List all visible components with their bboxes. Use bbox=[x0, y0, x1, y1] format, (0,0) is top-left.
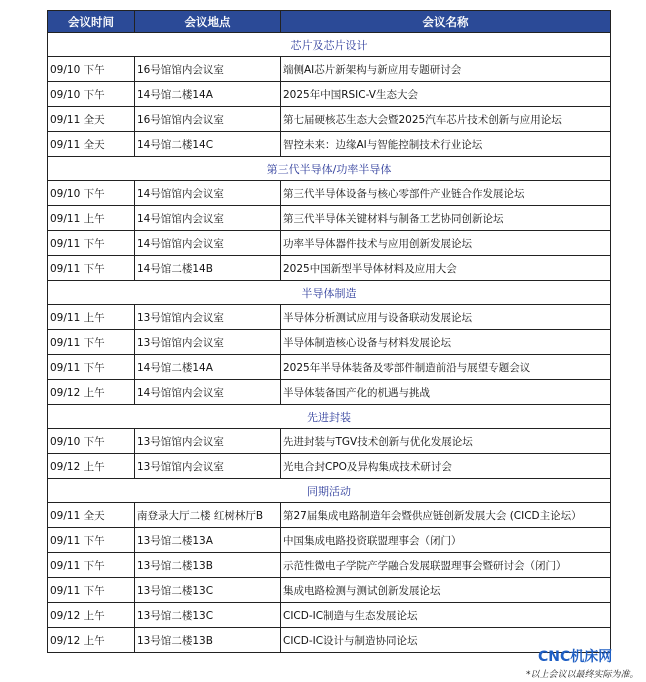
session-name: 2025中国新型半导体材料及应用大会 bbox=[281, 256, 611, 281]
session-name: 第七届硬核芯生态大会暨2025汽车芯片技术创新与应用论坛 bbox=[281, 107, 611, 132]
section-title: 半导体制造 bbox=[48, 281, 611, 305]
session-time: 09/11 下午 bbox=[48, 330, 135, 355]
header-row bbox=[48, 11, 611, 33]
session-name: 半导体分析测试应用与设备联动发展论坛 bbox=[281, 305, 611, 330]
session-time: 09/10 下午 bbox=[48, 181, 135, 206]
session-time: 09/11 下午 bbox=[48, 231, 135, 256]
table-row bbox=[48, 206, 611, 231]
table-row bbox=[48, 132, 611, 157]
table-row bbox=[48, 107, 611, 132]
session-location: 13号馆二楼13B bbox=[135, 553, 281, 578]
table-row bbox=[48, 528, 611, 553]
session-location: 14号馆馆内会议室 bbox=[135, 206, 281, 231]
session-location: 14号馆馆内会议室 bbox=[135, 181, 281, 206]
session-time: 09/11 全天 bbox=[48, 503, 135, 528]
session-name: 先进封装与TGV技术创新与优化发展论坛 bbox=[281, 429, 611, 454]
session-location: 14号馆二楼14B bbox=[135, 256, 281, 281]
header-name: 会议名称 bbox=[281, 11, 611, 33]
table-row bbox=[48, 305, 611, 330]
footer-note: *以上会议以最终实际为准。 bbox=[526, 670, 639, 680]
session-time: 09/11 全天 bbox=[48, 107, 135, 132]
table-row bbox=[48, 578, 611, 603]
session-time: 09/11 上午 bbox=[48, 206, 135, 231]
session-location: 16号馆馆内会议室 bbox=[135, 107, 281, 132]
table-row bbox=[48, 380, 611, 405]
session-location: 14号馆二楼14C bbox=[135, 132, 281, 157]
session-time: 09/12 上午 bbox=[48, 603, 135, 628]
section-title: 芯片及芯片设计 bbox=[48, 33, 611, 57]
table-row bbox=[48, 355, 611, 380]
session-time: 09/11 上午 bbox=[48, 305, 135, 330]
session-name: 半导体装备国产化的机遇与挑战 bbox=[281, 380, 611, 405]
session-name: 2025年中国RSIC-V生态大会 bbox=[281, 82, 611, 107]
session-name: CICD-IC制造与生态发展论坛 bbox=[281, 603, 611, 628]
session-location: 14号馆二楼14A bbox=[135, 82, 281, 107]
table-row bbox=[48, 628, 611, 653]
session-time: 09/11 下午 bbox=[48, 553, 135, 578]
session-time: 09/12 上午 bbox=[48, 454, 135, 479]
section-row bbox=[48, 281, 611, 305]
session-location: 13号馆二楼13C bbox=[135, 578, 281, 603]
session-name: 第三代半导体关键材料与制备工艺协同创新论坛 bbox=[281, 206, 611, 231]
session-location: 13号馆馆内会议室 bbox=[135, 429, 281, 454]
session-name: 光电合封CPO及异构集成技术研讨会 bbox=[281, 454, 611, 479]
session-location: 13号馆二楼13B bbox=[135, 628, 281, 653]
table-row bbox=[48, 454, 611, 479]
table-row bbox=[48, 603, 611, 628]
session-location: 13号馆馆内会议室 bbox=[135, 305, 281, 330]
session-time: 09/12 上午 bbox=[48, 628, 135, 653]
session-time: 09/11 全天 bbox=[48, 132, 135, 157]
section-title: 第三代半导体/功率半导体 bbox=[48, 157, 611, 181]
section-title: 同期活动 bbox=[48, 479, 611, 503]
table-row bbox=[48, 553, 611, 578]
section-row bbox=[48, 405, 611, 429]
session-name: 2025年半导体装备及零部件制造前沿与展望专题会议 bbox=[281, 355, 611, 380]
table-row bbox=[48, 82, 611, 107]
section-row bbox=[48, 479, 611, 503]
session-name: 智控未来：边缘AI与智能控制技术行业论坛 bbox=[281, 132, 611, 157]
conference-schedule-table bbox=[47, 10, 611, 653]
session-time: 09/10 下午 bbox=[48, 57, 135, 82]
session-name: 半导体制造核心设备与材料发展论坛 bbox=[281, 330, 611, 355]
header-location: 会议地点 bbox=[135, 11, 281, 33]
session-location: 13号馆二楼13C bbox=[135, 603, 281, 628]
session-location: 13号馆馆内会议室 bbox=[135, 330, 281, 355]
session-name: CICD-IC设计与制造协同论坛 bbox=[281, 628, 611, 653]
cnc-logo: CNC机床网 bbox=[538, 649, 613, 665]
session-time: 09/10 下午 bbox=[48, 82, 135, 107]
session-time: 09/10 下午 bbox=[48, 429, 135, 454]
session-time: 09/11 下午 bbox=[48, 578, 135, 603]
session-name: 功率半导体器件技术与应用创新发展论坛 bbox=[281, 231, 611, 256]
session-name: 第三代半导体设备与核心零部件产业链合作发展论坛 bbox=[281, 181, 611, 206]
session-name: 第27届集成电路制造年会暨供应链创新发展大会 (CICD主论坛） bbox=[281, 503, 611, 528]
table-row bbox=[48, 57, 611, 82]
session-name: 示范性微电子学院产学融合发展联盟理事会暨研讨会（闭门） bbox=[281, 553, 611, 578]
table-row bbox=[48, 181, 611, 206]
table-row bbox=[48, 256, 611, 281]
table-row bbox=[48, 231, 611, 256]
session-name: 端侧AI芯片新架构与新应用专题研讨会 bbox=[281, 57, 611, 82]
table-row bbox=[48, 503, 611, 528]
session-location: 13号馆二楼13A bbox=[135, 528, 281, 553]
table-row bbox=[48, 429, 611, 454]
session-time: 09/11 下午 bbox=[48, 355, 135, 380]
section-row bbox=[48, 157, 611, 181]
session-location: 14号馆二楼14A bbox=[135, 355, 281, 380]
session-location: 16号馆馆内会议室 bbox=[135, 57, 281, 82]
session-location: 14号馆馆内会议室 bbox=[135, 231, 281, 256]
session-time: 09/12 上午 bbox=[48, 380, 135, 405]
session-name: 中国集成电路投资联盟理事会（闭门） bbox=[281, 528, 611, 553]
session-location: 南登录大厅二楼 红树林厅B bbox=[135, 503, 281, 528]
session-location: 14号馆馆内会议室 bbox=[135, 380, 281, 405]
header-time: 会议时间 bbox=[48, 11, 135, 33]
section-row bbox=[48, 33, 611, 57]
section-title: 先进封装 bbox=[48, 405, 611, 429]
session-name: 集成电路检测与测试创新发展论坛 bbox=[281, 578, 611, 603]
session-location: 13号馆馆内会议室 bbox=[135, 454, 281, 479]
session-time: 09/11 下午 bbox=[48, 256, 135, 281]
session-time: 09/11 下午 bbox=[48, 528, 135, 553]
table-row bbox=[48, 330, 611, 355]
